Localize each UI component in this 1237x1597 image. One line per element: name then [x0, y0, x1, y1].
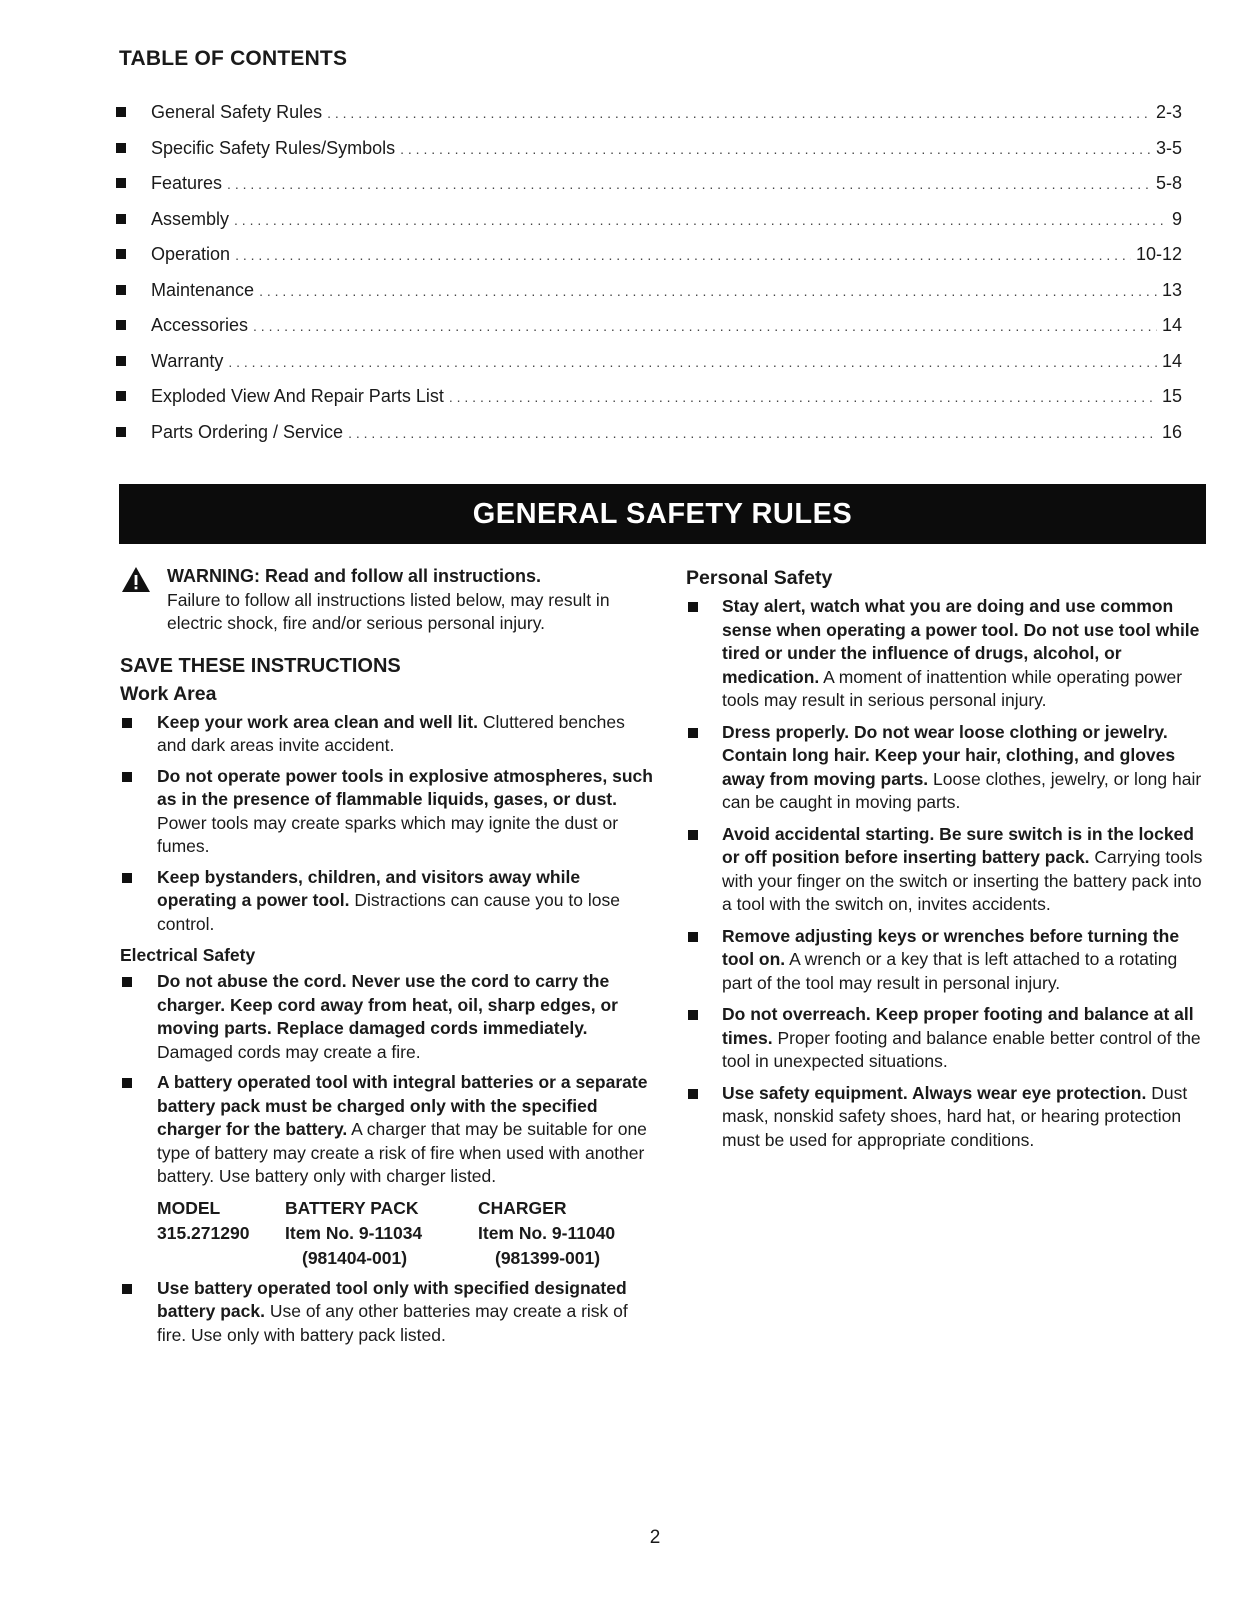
bullet-square-icon — [688, 1089, 698, 1099]
toc-entry — [116, 420, 1182, 456]
rule-item — [686, 721, 1206, 815]
toc-entry — [116, 171, 1182, 207]
rule-bold: Remove adjusting keys or wrenches before turning the tool on. — [722, 925, 1180, 969]
rule-text: A wrench or a key that is left attached to a rotating part of the tool may result in personal injury. — [722, 949, 1178, 993]
rule-item — [686, 1082, 1206, 1153]
rule-text: Power tools may create sparks which may ignite the dust or fumes. — [157, 812, 619, 856]
bullet-square-icon — [122, 718, 132, 728]
rule-text: Dust mask, nonskid safety shoes, hard hat, or hearing protection must be used for appropriate conditions. — [722, 1082, 1188, 1150]
toc-entry — [116, 100, 1182, 136]
charger-part-number: (981399-001) — [495, 1247, 601, 1268]
section-banner-title: GENERAL SAFETY RULES — [472, 497, 853, 530]
toc-entry-page: 16 — [1161, 421, 1182, 442]
rule-item — [686, 595, 1206, 713]
rule-text: Carrying tools with your finger on the switch or inserting the battery pack into a tool with the switch on, invites accidents. — [722, 847, 1203, 914]
toc-entry — [116, 207, 1182, 243]
dot-leader — [228, 350, 1157, 374]
rule-item — [120, 1277, 655, 1348]
toc-entry-label: General Safety Rules — [151, 102, 323, 122]
toc-entry-page: 14 — [1161, 350, 1182, 371]
bullet-square-icon — [116, 427, 126, 437]
toc-entry-label: Parts Ordering / Service — [151, 421, 344, 442]
table-row — [157, 1221, 615, 1271]
toc-entry-label: Maintenance — [151, 279, 255, 300]
bullet-square-icon — [116, 249, 126, 259]
rule-text: Proper footing and balance enable better control of the tool in unexpected situations. — [722, 1027, 1201, 1071]
rule-bold: Dress properly. Do not wear loose clothing or jewelry. Contain long hair. Keep your hair, clothing, and gloves away from moving parts. — [722, 721, 1176, 789]
bullet-square-icon — [688, 1010, 698, 1020]
dot-leader — [327, 101, 1151, 125]
left-column — [120, 565, 655, 1354]
personal-safety-heading: Personal Safety — [686, 567, 833, 589]
rule-text: Cluttered benches and dark areas invite accident. — [157, 711, 625, 755]
warning-triangle-icon — [121, 566, 151, 600]
page-number: 2 — [649, 1527, 661, 1548]
table-of-contents — [116, 100, 1182, 455]
bullet-square-icon — [688, 830, 698, 840]
right-column — [686, 565, 1206, 1160]
bullet-square-icon — [122, 977, 132, 987]
bullet-square-icon — [116, 107, 126, 117]
table-header-row — [157, 1196, 615, 1221]
dot-leader — [449, 385, 1157, 409]
toc-entry — [116, 384, 1182, 420]
dot-leader — [253, 314, 1157, 338]
battery-item-number: Item No. 9-11034 — [285, 1222, 423, 1243]
bullet-square-icon — [122, 873, 132, 883]
rule-bold: Use battery operated tool only with specified designated battery pack. — [157, 1277, 627, 1321]
charger-cell — [478, 1221, 615, 1271]
toc-entry-page: 2-3 — [1155, 102, 1182, 122]
toc-entry-page: 9 — [1171, 208, 1182, 229]
toc-entry-label: Operation — [151, 244, 231, 264]
table-header: MODEL — [157, 1197, 221, 1218]
rule-item — [686, 823, 1206, 917]
toc-entry — [116, 136, 1182, 172]
dot-leader — [400, 137, 1151, 161]
toc-entry — [116, 313, 1182, 349]
bullet-square-icon — [116, 178, 126, 188]
bullet-square-icon — [116, 285, 126, 295]
toc-entry — [116, 278, 1182, 314]
rule-text: Loose clothes, jewelry, or long hair can be caught in moving parts. — [722, 768, 1202, 812]
model-number: 315.271290 — [157, 1222, 250, 1243]
toc-entry-page: 14 — [1161, 315, 1182, 335]
rule-item — [686, 1003, 1206, 1074]
bullet-square-icon — [122, 1284, 132, 1294]
toc-entry-label: Warranty — [151, 350, 224, 371]
electrical-safety-heading: Electrical Safety — [120, 945, 256, 965]
rule-bold: Use safety equipment. Always wear eye protection. — [722, 1082, 1147, 1103]
rule-text: A moment of inattention while operating power tools may result in serious personal injury. — [722, 666, 1183, 710]
toc-entry-page: 5-8 — [1155, 173, 1182, 193]
battery-part-number: (981404-001) — [302, 1247, 408, 1268]
dot-leader — [234, 208, 1167, 232]
charger-item-number: Item No. 9-11040 — [478, 1222, 616, 1243]
rule-item — [686, 925, 1206, 996]
rule-item — [120, 711, 655, 758]
rule-bold: Avoid accidental starting. Be sure switch is in the locked or off position before inserting battery pack. — [722, 823, 1194, 867]
toc-entry-label: Specific Safety Rules/Symbols — [151, 137, 396, 158]
table-header: CHARGER — [478, 1197, 567, 1218]
toc-entry-label: Accessories — [151, 315, 249, 335]
save-instructions-heading: SAVE THESE INSTRUCTIONS — [120, 654, 401, 677]
warning-notice — [120, 565, 655, 636]
toc-entry-label: Features — [151, 173, 223, 193]
bullet-square-icon — [116, 356, 126, 366]
rule-item — [120, 970, 655, 1064]
dot-leader — [259, 279, 1157, 303]
table-header: BATTERY PACK — [285, 1197, 419, 1218]
bullet-square-icon — [688, 728, 698, 738]
dot-leader — [227, 172, 1151, 196]
work-area-heading: Work Area — [120, 682, 217, 705]
bullet-square-icon — [116, 143, 126, 153]
rule-text: Damaged cords may create a fire. — [157, 1041, 421, 1062]
bullet-square-icon — [688, 932, 698, 942]
toc-entry-page: 3-5 — [1155, 137, 1182, 158]
rule-item — [120, 765, 655, 859]
rule-bold: Stay alert, watch what you are doing and use common sense when operating a power tool. Do not use tool while tired or under the influence of drugs, alcohol, or medication. — [722, 596, 1200, 687]
bullet-square-icon — [688, 602, 698, 612]
section-banner — [119, 484, 1206, 544]
rule-item — [120, 1071, 655, 1189]
warning-body: Failure to follow all instructions listed below, may result in electric shock, fire and/or serious personal injury. — [167, 589, 610, 633]
rule-bold: Keep your work area clean and well lit. — [157, 711, 478, 732]
rule-text: Distractions can cause you to lose control. — [157, 890, 620, 934]
toc-entry — [116, 349, 1182, 385]
bullet-square-icon — [122, 1078, 132, 1088]
dot-leader — [348, 421, 1157, 445]
rule-bold: Do not operate power tools in explosive atmospheres, such as in the presence of flammable liquids, gases, or dust. — [157, 765, 653, 809]
rule-text: Use of any other batteries may create a risk of fire. Use only with battery pack listed. — [157, 1301, 628, 1345]
bullet-square-icon — [122, 772, 132, 782]
rule-bold: A battery operated tool with integral batteries or a separate battery pack must be charged only with the specified charger for the battery. — [157, 1072, 648, 1139]
toc-title: TABLE OF CONTENTS — [119, 47, 348, 70]
toc-entry — [116, 242, 1182, 278]
battery-pack-cell — [285, 1221, 478, 1271]
toc-entry-page: 13 — [1161, 279, 1182, 300]
rule-bold: Do not overreach. Keep proper footing and balance at all times. — [722, 1004, 1194, 1048]
toc-entry-page: 15 — [1161, 386, 1182, 406]
toc-entry-page: 10-12 — [1135, 244, 1182, 264]
model-charger-table — [157, 1196, 615, 1271]
bullet-square-icon — [116, 214, 126, 224]
toc-entry-label: Assembly — [151, 208, 230, 229]
rule-bold: Keep bystanders, children, and visitors away while operating a power tool. — [157, 866, 581, 910]
toc-entry-label: Exploded View And Repair Parts List — [151, 386, 444, 406]
rule-text: A charger that may be suitable for one type of battery may create a risk of fire when used with another battery. Use battery only with charger listed. — [157, 1119, 647, 1186]
bullet-square-icon — [116, 391, 126, 401]
rule-bold: Do not abuse the cord. Never use the cord to carry the charger. Keep cord away from heat, oil, sharp edges, or moving parts. Replace damaged cords immediately. — [157, 971, 618, 1038]
dot-leader — [235, 243, 1131, 267]
rule-item — [120, 866, 655, 937]
bullet-square-icon — [116, 320, 126, 330]
warning-heading: WARNING: Read and follow all instructions. — [167, 566, 542, 586]
